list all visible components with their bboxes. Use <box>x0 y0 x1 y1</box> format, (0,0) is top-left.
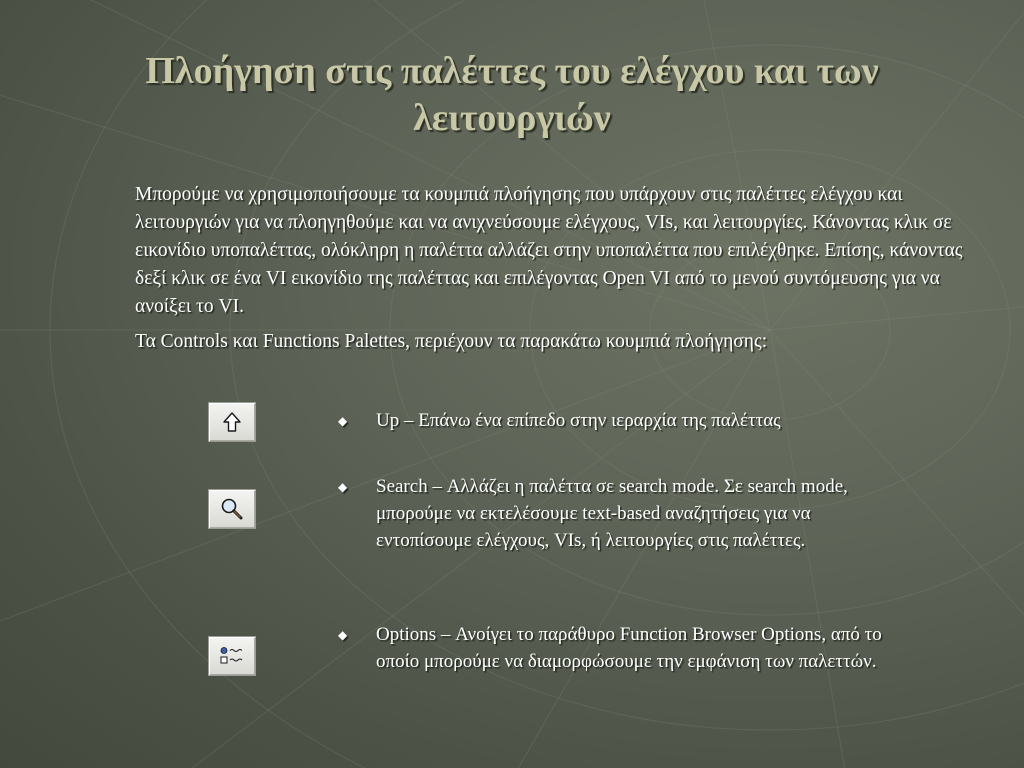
bullet-options-text: Options – Ανοίγει το παράθυρο Function Browser Options, από το οποίο μπορούμε να διαμορφώσουμε την εμφάνιση των παλεττών. <box>376 624 882 672</box>
body-text <box>135 181 975 356</box>
bullet-up <box>338 407 918 434</box>
bullet-options <box>338 621 923 675</box>
palettes-paragraph: Τα Controls και Functions Palettes, περιέχουν τα παρακάτω κουμπιά πλοήγησης: <box>135 331 768 352</box>
bullet-search <box>338 473 908 554</box>
intro-paragraph: Μπορούμε να χρησιμοποιήσουμε τα κουμπιά πλοήγησης που υπάρχουν στις παλέττες ελέγχου και λειτουργιών για να πλοηγηθούμε και να ανιχνεύσουμε ελέγχους, VIs, και λειτουργίες. Κάνοντας κλικ σε εικονίδιο υποπαλέττας, ολόκληρη η παλέττα αλλάζει στην υποπαλέττα που επιλέχθηκε. Επίσης, κάνοντας δεξί κλικ σε ένα VI εικονίδιο της παλέττας και επιλέγοντας Open VI από το μενού συντόμευσης για να ανοίξει το VI. <box>135 184 963 317</box>
up-arrow-icon <box>220 410 244 434</box>
bullet-marker: ◆ <box>338 628 348 642</box>
search-button[interactable] <box>208 489 256 529</box>
bullet-up-text: Up – Επάνω ένα επίπεδο στην ιεραρχία της παλέττας <box>376 410 781 431</box>
options-icon <box>218 644 246 668</box>
bullet-marker: ◆ <box>338 414 348 428</box>
up-button[interactable] <box>208 402 256 442</box>
slide-title: Πλοήγηση στις παλέττες του ελέγχου και των λειτουργιών <box>145 50 879 139</box>
bullet-search-text: Search – Αλλάζει η παλέττα σε search mode. Σε search mode, μπορούμε να εκτελέσουμε text-based αναζητήσεις για να εντοπίσουμε ελέγχους, VIs, ή λειτουργίες στις παλέττες. <box>376 476 848 551</box>
options-button[interactable] <box>208 636 256 676</box>
bullet-marker: ◆ <box>338 480 348 494</box>
magnifier-icon <box>219 496 245 522</box>
